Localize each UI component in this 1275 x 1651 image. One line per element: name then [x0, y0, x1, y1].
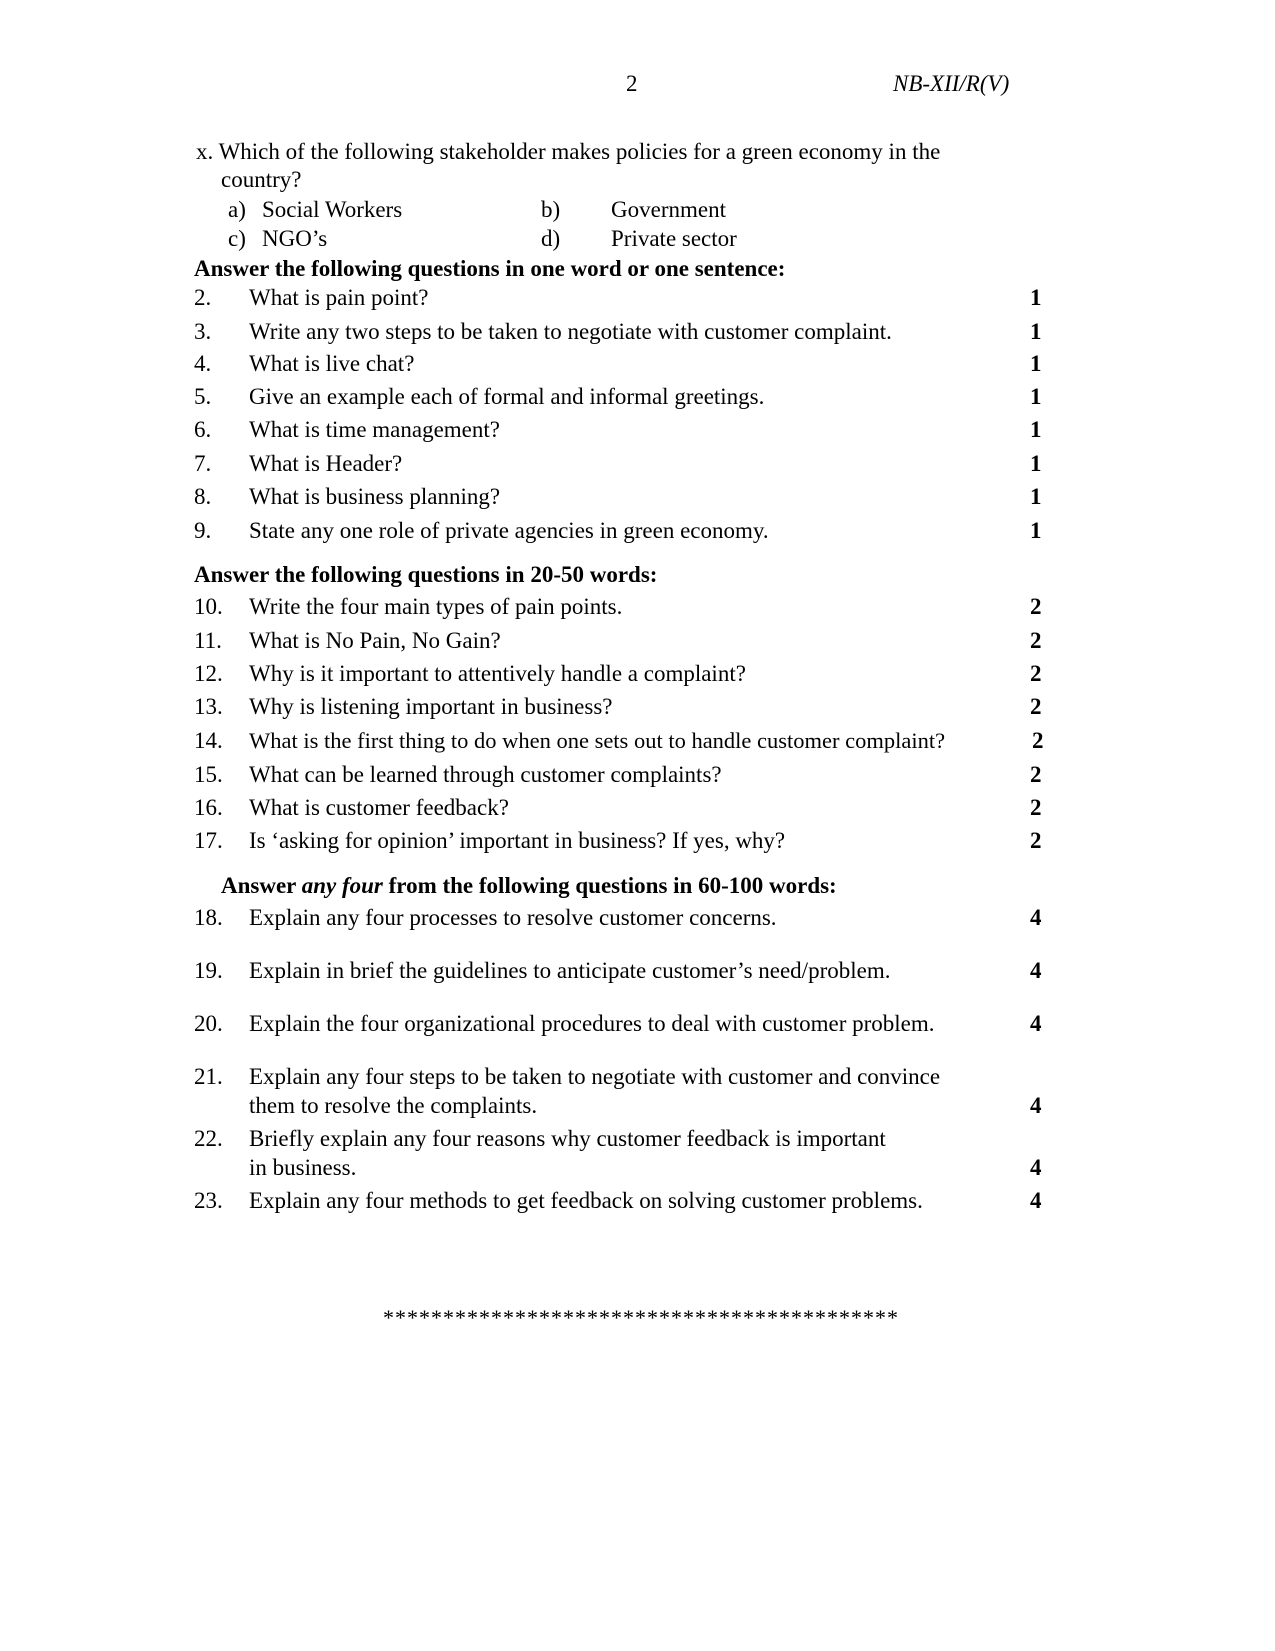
question-number: 19. [194, 958, 223, 983]
question-number: 7. [194, 451, 212, 476]
question-text: Why is it important to attentively handle a complaint? [249, 661, 746, 686]
option-c-text: NGO’s [262, 226, 328, 251]
question-number: 10. [194, 594, 223, 619]
question-number: 21. [194, 1064, 223, 1089]
question-text-continued: in business. [249, 1155, 357, 1180]
question-text: Write any two steps to be taken to negotiate with customer complaint. [249, 319, 892, 344]
question-text: Is ‘asking for opinion’ important in business? If yes, why? [249, 828, 786, 853]
option-a-text: Social Workers [262, 197, 403, 222]
question-number: 17. [194, 828, 223, 853]
question-text: Explain any four methods to get feedback on solving customer problems. [249, 1188, 923, 1213]
question-marks: 1 [1030, 451, 1042, 476]
question-marks: 2 [1030, 594, 1042, 619]
question-marks: 2 [1030, 661, 1042, 686]
end-stars: ******************************************* [383, 1305, 899, 1330]
question-text: What is the first thing to do when one sets out to handle customer complaint? [249, 728, 946, 753]
question-marks: 2 [1030, 828, 1042, 853]
question-marks: 4 [1030, 1155, 1042, 1180]
question-number: 6. [194, 417, 212, 442]
question-marks: 2 [1032, 728, 1044, 753]
question-marks: 1 [1030, 484, 1042, 509]
question-number: 3. [194, 319, 212, 344]
question-number: 11. [194, 628, 222, 653]
question-number: 4. [194, 351, 212, 376]
question-text: What is No Pain, No Gain? [249, 628, 501, 653]
question-text: What is Header? [249, 451, 403, 476]
section2-heading: Answer the following questions in 20-50 words: [194, 562, 658, 587]
question-text: Explain in brief the guidelines to anticipate customer’s need/problem. [249, 958, 891, 983]
question-number: 8. [194, 484, 212, 509]
option-c-letter: c) [228, 226, 246, 251]
question-text-continued: them to resolve the complaints. [249, 1093, 538, 1118]
question-text: What is live chat? [249, 351, 415, 376]
question-number: 13. [194, 694, 223, 719]
question-marks: 2 [1030, 694, 1042, 719]
option-a-letter: a) [228, 197, 246, 222]
question-marks: 1 [1030, 351, 1042, 376]
question-marks: 1 [1030, 319, 1042, 344]
option-b-letter: b) [541, 197, 561, 222]
question-number: 2. [194, 285, 212, 310]
question-text: Explain any four steps to be taken to negotiate with customer and convince [249, 1064, 941, 1089]
question-text: What is pain point? [249, 285, 429, 310]
mcq-question-line1: x. Which of the following stakeholder makes policies for a green economy in the [196, 139, 941, 164]
question-text: What is business planning? [249, 484, 501, 509]
question-number: 16. [194, 795, 223, 820]
question-marks: 2 [1030, 762, 1042, 787]
question-text: Write the four main types of pain points. [249, 594, 623, 619]
question-text: Briefly explain any four reasons why customer feedback is important [249, 1126, 886, 1151]
question-text: State any one role of private agencies in green economy. [249, 518, 769, 543]
question-marks: 4 [1030, 958, 1042, 983]
page-number: 2 [626, 71, 638, 96]
question-marks: 1 [1030, 285, 1042, 310]
question-number: 18. [194, 905, 223, 930]
question-text: What is time management? [249, 417, 500, 442]
question-marks: 1 [1030, 384, 1042, 409]
question-text: Explain the four organizational procedures to deal with customer problem. [249, 1011, 935, 1036]
question-text: Give an example each of formal and informal greetings. [249, 384, 765, 409]
option-d-text: Private sector [611, 226, 737, 251]
question-number: 22. [194, 1126, 223, 1151]
question-marks: 2 [1030, 628, 1042, 653]
paper-code: NB-XII/R(V) [893, 71, 1010, 96]
question-marks: 4 [1030, 1011, 1042, 1036]
option-d-letter: d) [541, 226, 561, 251]
option-b-text: Government [611, 197, 726, 222]
question-number: 15. [194, 762, 223, 787]
question-text: What is customer feedback? [249, 795, 509, 820]
question-number: 5. [194, 384, 212, 409]
question-marks: 1 [1030, 417, 1042, 442]
section3-heading: Answer any four from the following questions in 60-100 words: [221, 873, 837, 898]
question-marks: 4 [1030, 905, 1042, 930]
question-number: 9. [194, 518, 212, 543]
question-number: 20. [194, 1011, 223, 1036]
question-number: 14. [194, 728, 223, 753]
question-marks: 4 [1030, 1188, 1042, 1213]
question-text: Why is listening important in business? [249, 694, 613, 719]
question-marks: 1 [1030, 518, 1042, 543]
question-number: 12. [194, 661, 223, 686]
question-marks: 4 [1030, 1093, 1042, 1118]
question-number: 23. [194, 1188, 223, 1213]
question-text: What can be learned through customer complaints? [249, 762, 722, 787]
question-text: Explain any four processes to resolve customer concerns. [249, 905, 777, 930]
section1-heading: Answer the following questions in one word or one sentence: [194, 256, 786, 281]
question-marks: 2 [1030, 795, 1042, 820]
mcq-question-line2: country? [221, 167, 302, 192]
